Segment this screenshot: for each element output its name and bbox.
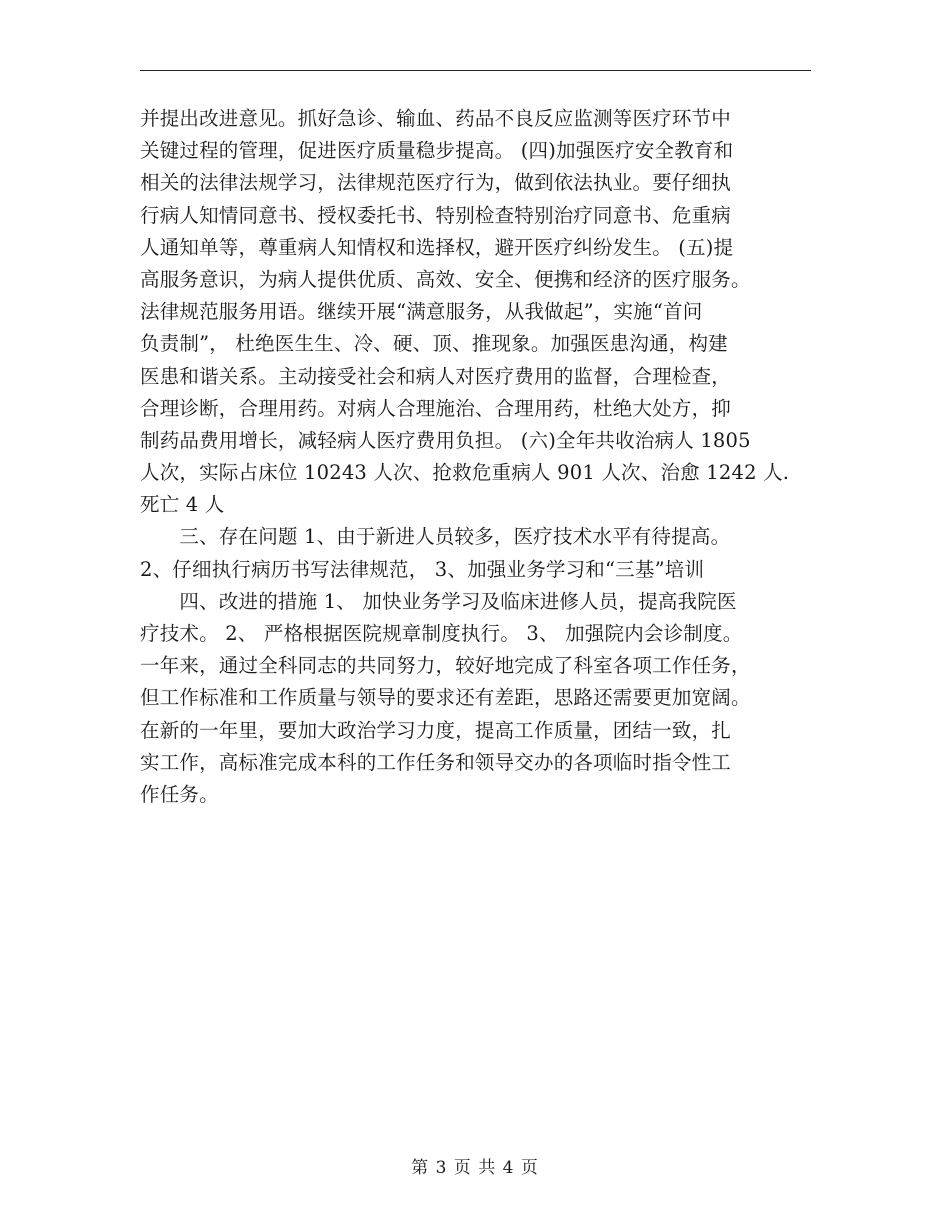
text-line: 四、改进的措施 1、 加快业务学习及临床进修人员，提高我院医 — [140, 589, 737, 613]
text-line: 负责制”， 杜绝医生生、冷、硬、顶、推现象。加强医患沟通，构建 — [140, 332, 728, 356]
text-line: 死亡 4 人 — [140, 493, 225, 517]
text-line: 高服务意识，为病人提供优质、高效、安全、便携和经济的医疗服务。 — [140, 267, 751, 291]
text-line: 三、存在问题 1、由于新进人员较多，医疗技术水平有待提高。 — [140, 525, 731, 549]
text-line: 作任务。 — [140, 782, 219, 806]
text-line: 法律规范服务用语。继续开展“满意服务，从我做起”，实施“首问 — [140, 300, 703, 324]
document-body — [140, 103, 820, 811]
page-number: 第 3 页 共 4 页 — [411, 1158, 539, 1178]
text-line: 一年来，通过全科同志的共同努力，较好地完成了科室各项工作任务， — [140, 654, 751, 678]
text-line: 行病人知情同意书、授权委托书、特别检查特别治疗同意书、危重病 — [140, 203, 732, 227]
text-line: 关键过程的管理，促进医疗质量稳步提高。 (四)加强医疗安全教育和 — [140, 139, 734, 163]
text-line: 疗技术。 2、 严格根据医院规章制度执行。 3、 加强院内会诊制度。 — [140, 622, 743, 645]
text-line: 制药品费用增长，减轻病人医疗费用负担。 (六)全年共收治病人 1805 — [140, 428, 751, 452]
text-line: 人通知单等，尊重病人知情权和选择权，避开医疗纠纷发生。 (五)提 — [140, 235, 734, 259]
text-line: 在新的一年里，要加大政治学习力度，提高工作质量，团结一致，扎 — [140, 718, 732, 742]
header-rule — [140, 70, 811, 71]
text-line: 2、仔细执行病历书写法律规范， 3、加强业务学习和“三基”培训 — [140, 557, 705, 581]
text-line: 合理诊断，合理用药。对病人合理施治、合理用药，杜绝大处方，抑 — [140, 396, 732, 420]
text-line: 并提出改进意见。抓好急诊、输血、药品不良反应监测等医疗环节中 — [140, 107, 732, 130]
text-line: 相关的法律法规学习，法律规范医疗行为，做到依法执业。要仔细执 — [140, 171, 732, 195]
text-line: 实工作，高标准完成本科的工作任务和领导交办的各项临时指令性工 — [140, 750, 732, 774]
text-line: 但工作标准和工作质量与领导的要求还有差距，思路还需要更加宽阔。 — [140, 686, 751, 710]
text-line: 人次，实际占床位 10243 人次、抢救危重病人 901 人次、治愈 1242 人. — [140, 461, 790, 485]
text-line: 医患和谐关系。主动接受社会和病人对医疗费用的监督，合理检查， — [140, 364, 732, 388]
